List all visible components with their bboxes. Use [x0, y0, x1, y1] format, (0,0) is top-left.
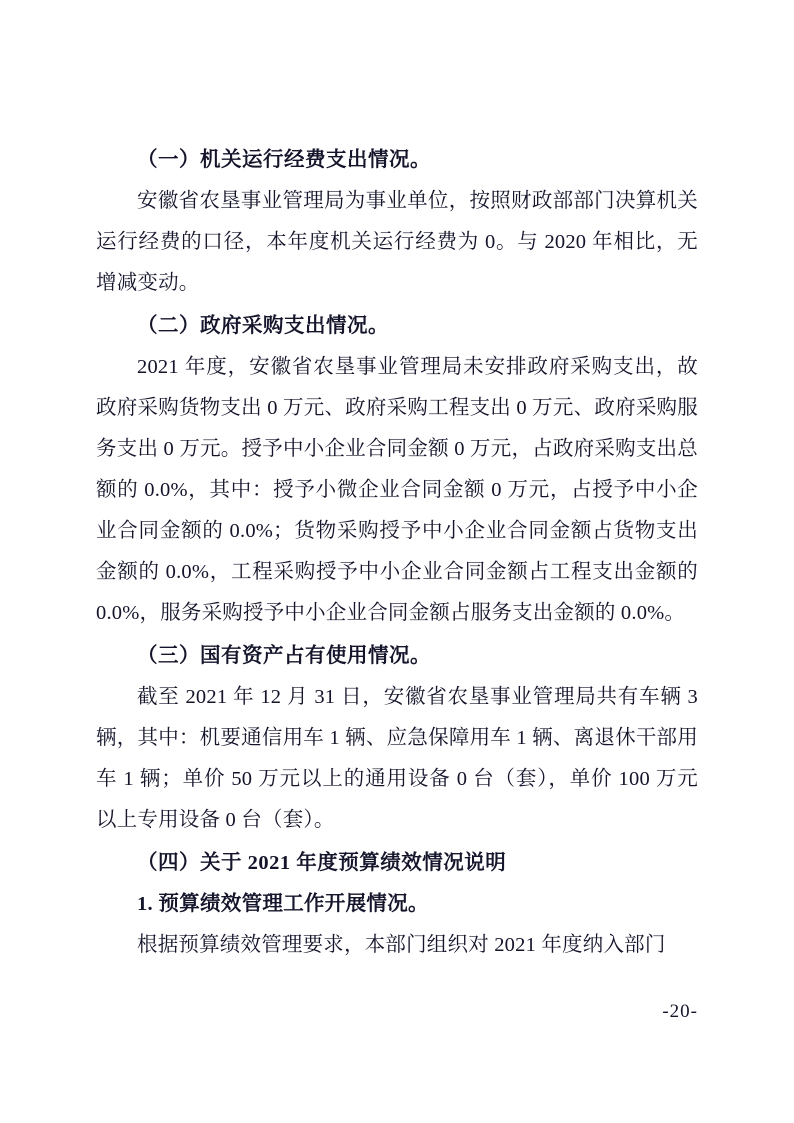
document-body [96, 140, 698, 966]
section-heading-2: （二）政府采购支出情况。 [137, 315, 389, 337]
section-heading-1: （一）机关运行经费支出情况。 [137, 149, 431, 171]
paragraph-3: 截至 2021 年 12 月 31 日，安徽省农垦事业管理局共有车辆 3 辆，其中：机要通信用车 1 辆、应急保障用车 1 辆、离退休干部用车 1 辆；单价 50 万元以上的通用设备 0 台（套），单价 100 万元以上专用设备 0 台（套）。 [96, 686, 698, 831]
page-number: -20- [662, 1001, 698, 1022]
paragraph-2: 2021 年度，安徽省农垦事业管理局未安排政府采购支出，故政府采购货物支出 0 万元、政府采购工程支出 0 万元、政府采购服务支出 0 万元。授予中小企业合同金额 0 万元，占政府采购支出总额的 0.0%，其中：授予小微企业合同金额 0 万元，占授予中小企业合同金额的 0.0%；货物采购授予中小企业合同金额占货物支出金额的 0.0%，工程采购授予中小企业合同金额占工程支出金额的 0.0%，服务采购授予中小企业合同金额占服务支出金额的 0.0%。 [96, 356, 698, 624]
section-heading-3: （三）国有资产占有使用情况。 [137, 645, 431, 667]
subsection-heading-1: 1. 预算绩效管理工作开展情况。 [137, 893, 429, 915]
section-heading-4: （四）关于 2021 年度预算绩效情况说明 [137, 852, 507, 874]
paragraph-4: 根据预算绩效管理要求，本部门组织对 2021 年度纳入部门 [137, 934, 666, 956]
paragraph-1: 安徽省农垦事业管理局为事业单位，按照财政部部门决算机关运行经费的口径，本年度机关运行经费为 0。与 2020 年相比，无增减变动。 [96, 190, 698, 294]
